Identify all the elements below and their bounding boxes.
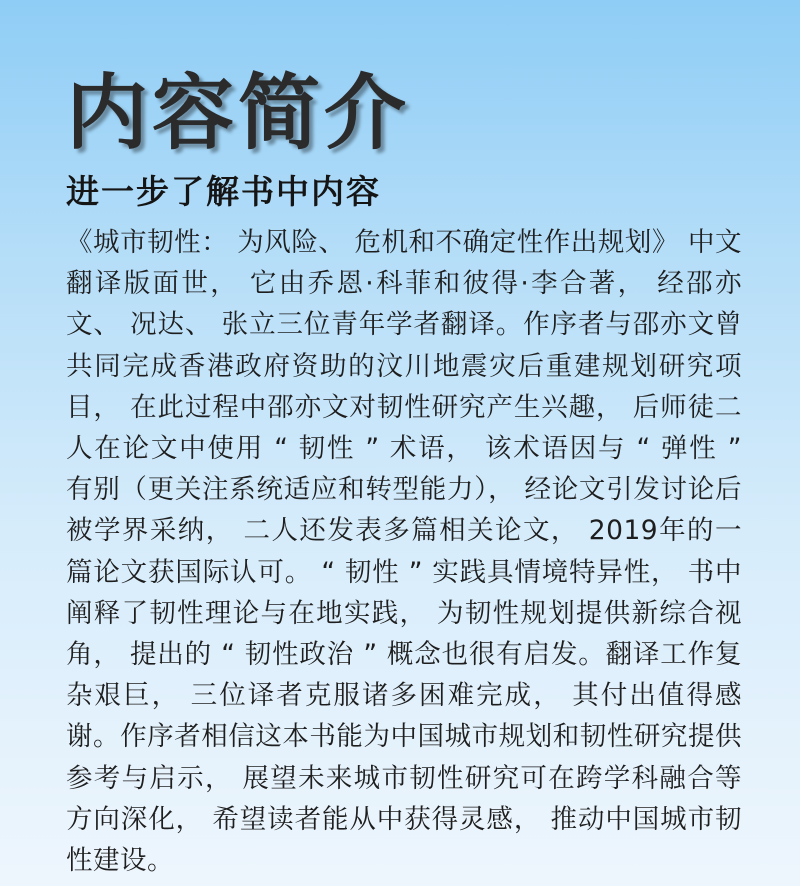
page-title: 内容简介 [66, 66, 411, 161]
content-panel [66, 64, 742, 881]
intro-paragraph: 《城市韧性： 为风险、 危机和不确定性作出规划》 中文翻译版面世， 它由乔恩·科菲和彼得·李合著， 经邵亦文、 况达、 张立三位青年学者翻译。作序者与邵亦文曾共同完成香港政府资助的汶川地震灾后重建规划研究项目， 在此过程中邵亦文对韧性研究产生兴趣， 后师徒二人在论文中使用 “ 韧性 ” 术语， 该术语因与 “ 弹性 ” 有别（更关注系统适应和转型能力）， 经论文引发讨论后被学界采纳， 二人还发表多篇相关论文， 2019年的一篇论文获国际认可。 “ 韧性 ” 实践具情境特异性， 书中阐释了韧性理论与在地实践， 为韧性规划提供新综合视角， 提出的 “ 韧性政治 ” 概念也很有启发。翻译工作复杂艰巨， 三位译者克服诸多困难完成， 其付出值得感谢。作序者相信这本书能为中国城市规划和韧性研究提供参考与启示， 展望未来城市韧性研究可在跨学科融合等方向深化， 希望读者能从中获得灵感， 推动中国城市韧性建设。 [66, 227, 742, 877]
page-subtitle: 进一步了解书中内容 [66, 172, 381, 211]
